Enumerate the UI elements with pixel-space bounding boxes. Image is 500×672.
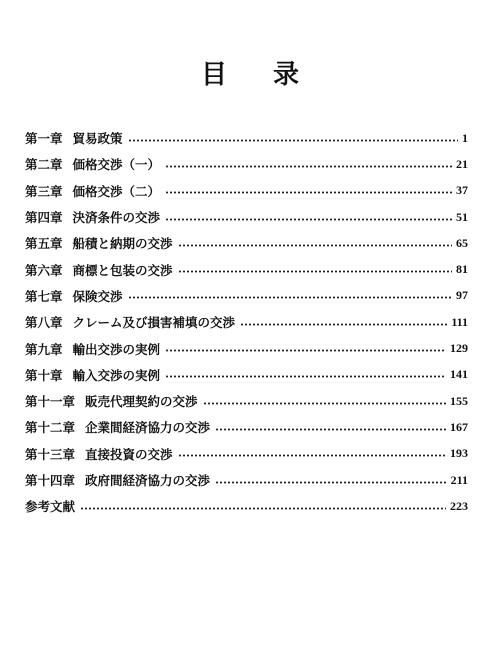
dot-leader (215, 428, 446, 431)
page-number: 21 (456, 156, 468, 171)
chapter-label: 第七章 (25, 288, 63, 304)
page-number: 65 (456, 235, 468, 250)
dot-leader (128, 139, 458, 142)
toc-entry-references (25, 493, 468, 519)
toc-entry (25, 230, 468, 256)
page-number: 51 (456, 209, 468, 224)
entry-title: 価格交渉（二） (72, 184, 161, 199)
entry-title: 決済条件の交渉 (72, 211, 161, 226)
chapter-label: 第十二章 (25, 420, 76, 436)
chapter-label: 第十章 (25, 367, 63, 383)
dot-leader (178, 454, 446, 457)
page-number: 211 (450, 472, 468, 487)
page-number: 37 (456, 183, 468, 198)
page-number: 155 (450, 393, 468, 408)
chapter-label: 第二章 (25, 157, 63, 173)
toc-list (25, 125, 468, 519)
dot-leader (178, 270, 452, 273)
chapter-label: 第九章 (25, 341, 63, 357)
toc-entry (25, 204, 468, 230)
toc-title: 目 录 (200, 60, 309, 89)
page-number: 129 (450, 341, 468, 356)
page-number: 81 (456, 262, 468, 277)
entry-title: 商標と包装の交渉 (72, 263, 173, 278)
entry-title: 販売代理契約の交渉 (85, 395, 198, 410)
toc-entry (25, 362, 468, 388)
page-number: 223 (450, 498, 468, 513)
page-number: 141 (450, 367, 468, 382)
chapter-label: 第三章 (25, 183, 63, 199)
dot-leader (203, 402, 446, 405)
entry-title: 価格交渉（一） (72, 158, 161, 173)
references-label: 参考文献 (25, 499, 76, 515)
dot-leader (128, 296, 452, 299)
toc-entry (25, 388, 468, 414)
entry-title: 保険交渉 (72, 289, 123, 304)
dot-leader (215, 481, 447, 484)
page-number: 193 (450, 446, 468, 461)
dot-leader (165, 218, 452, 221)
entry-title: クレーム及び損害補填の交渉 (72, 316, 236, 331)
dot-leader (165, 375, 446, 378)
chapter-label: 第十四章 (25, 473, 76, 488)
toc-entry (25, 441, 468, 467)
entry-title: 企業間経済協力の交渉 (85, 421, 211, 436)
page-number: 167 (450, 419, 468, 434)
entry-title: 貿易政策 (72, 132, 123, 147)
toc-entry (25, 283, 468, 309)
dot-leader (80, 507, 446, 510)
toc-entry (25, 309, 468, 335)
chapter-label: 第十三章 (25, 446, 76, 462)
dot-leader (178, 244, 452, 247)
dot-leader (165, 165, 452, 168)
page-number: 97 (456, 288, 468, 303)
dot-leader (240, 323, 447, 326)
chapter-label: 第十一章 (25, 394, 76, 410)
dot-leader (165, 191, 452, 194)
entry-title: 輸入交渉の実例 (72, 368, 161, 383)
entry-title: 輸出交渉の実例 (72, 342, 161, 357)
toc-entry (25, 125, 468, 151)
toc-entry (25, 151, 468, 177)
chapter-label: 第四章 (25, 210, 63, 226)
toc-entry (25, 256, 468, 282)
chapter-label: 第六章 (25, 262, 63, 278)
toc-entry (25, 335, 468, 361)
toc-entry (25, 178, 468, 204)
page-number: 1 (462, 130, 468, 145)
page-number: 111 (451, 314, 468, 329)
toc-entry (25, 467, 468, 493)
chapter-label: 第一章 (25, 131, 63, 147)
entry-title: 政府間経済協力の交渉 (85, 474, 211, 488)
entry-title: 直接投資の交渉 (85, 447, 173, 462)
toc-entry (25, 414, 468, 440)
dot-leader (165, 349, 446, 352)
chapter-label: 第五章 (25, 236, 63, 252)
entry-title: 船積と納期の交渉 (72, 237, 173, 252)
chapter-label: 第八章 (25, 315, 63, 331)
